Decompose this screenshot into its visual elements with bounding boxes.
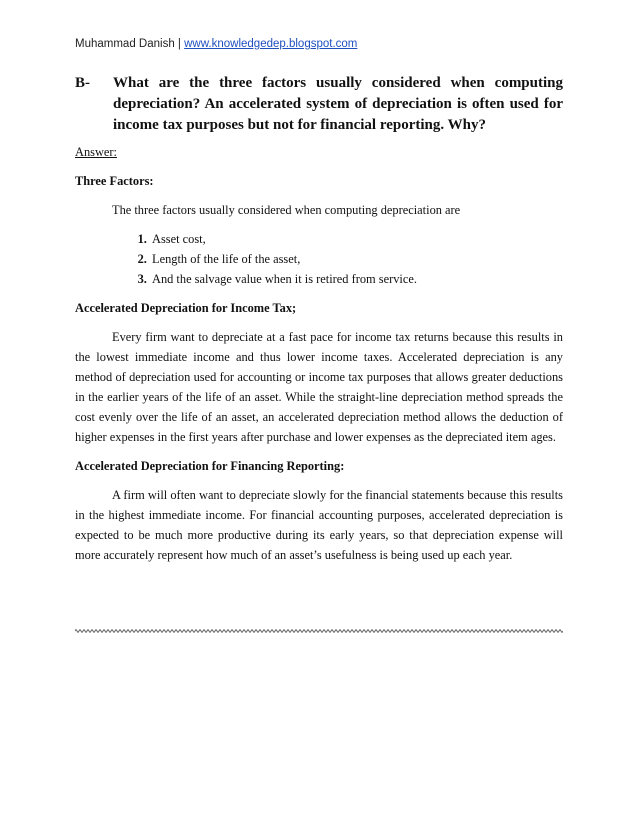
header-link[interactable]: www.knowledgedep.blogspot.com <box>184 38 358 50</box>
page-header <box>75 38 357 50</box>
financing-paragraph: A firm will often want to depreciate slowly for the financial statements because this results in the highest immediate income. For financial accounting purposes, accelerated depreciation is expected to be much more productive during its early years, so that depreciation expense will more accurately represent how much of an asset’s usefulness is being used up each year. <box>75 488 563 562</box>
financing-heading: Accelerated Depreciation for Financing Reporting: <box>75 459 345 473</box>
three-factors-heading: Three Factors: <box>75 174 154 188</box>
header-separator: | <box>177 38 181 50</box>
question-block <box>75 73 563 136</box>
answer-body <box>75 142 563 574</box>
factors-list <box>75 229 563 289</box>
three-factors-intro: The three factors usually considered when computing depreciation are <box>112 203 461 217</box>
income-tax-paragraph: Every firm want to depreciate at a fast pace for income tax returns because this results in the lowest immediate income and thus lower income taxes. Accelerated depreciation is any method of depreciation used for accounting or income tax purposes that allows greater deductions in the earlier years of the life of an asset. While the straight-line depreciation method spreads the cost evenly over the life of an asset, an accelerated depreciation method allows the deduction of higher expenses in the first years after purchase and lower expenses as the depreciated item ages. <box>75 330 563 444</box>
list-item: 2. Length of the life of the asset, <box>150 249 563 269</box>
question-label: B- <box>75 75 90 91</box>
list-item: 3. And the salvage value when it is retired from service. <box>150 269 563 289</box>
question-text: What are the three factors usually considered when computing depreciation? An accelerated system of depreciation is often used for income tax purposes but not for financial reporting. Why? <box>113 75 563 133</box>
header-author: Muhammad Danish <box>75 38 175 50</box>
income-tax-heading: Accelerated Depreciation for Income Tax; <box>75 301 297 315</box>
list-item: 1. Asset cost, <box>150 229 563 249</box>
answer-label: Answer: <box>75 145 117 159</box>
wavy-divider <box>75 627 563 635</box>
